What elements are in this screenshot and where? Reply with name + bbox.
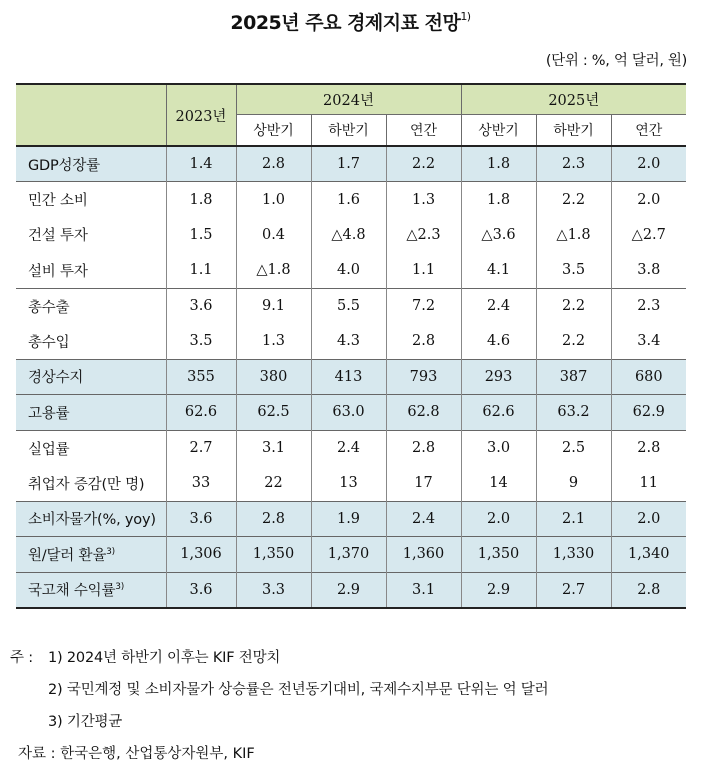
- table-cell: 1.8: [461, 182, 536, 218]
- header-2024-h1: 상반기: [236, 114, 311, 146]
- table-cell: 2.2: [536, 288, 611, 324]
- table-cell: 62.5: [236, 395, 311, 431]
- header-2025: 2025년: [461, 84, 686, 114]
- table-cell: 1,350: [461, 537, 536, 573]
- title-footnote-mark: 1): [460, 9, 471, 23]
- table-cell: 1.1: [166, 253, 236, 289]
- row-label-text: 설비 투자: [28, 263, 88, 280]
- table-cell: 293: [461, 359, 536, 395]
- unit-label: (단위 : %, 억 달러, 원): [545, 53, 687, 69]
- table-cell: 2.0: [461, 501, 536, 537]
- table-cell: 62.9: [611, 395, 686, 431]
- row-label: [16, 324, 166, 360]
- header-2025-h2: 하반기: [536, 114, 611, 146]
- table-cell: 1.3: [236, 324, 311, 360]
- table-cell: 2.2: [386, 146, 461, 182]
- table-row: [16, 217, 686, 253]
- table-cell: △4.8: [311, 217, 386, 253]
- table-row: [16, 146, 686, 182]
- table-cell: 2.4: [461, 288, 536, 324]
- table-cell: 3.8: [611, 253, 686, 289]
- table-cell: 62.6: [461, 395, 536, 431]
- row-label-text: 총수출: [28, 299, 70, 316]
- row-label: [16, 430, 166, 466]
- table-row: [16, 572, 686, 608]
- table-cell: 1,340: [611, 537, 686, 573]
- table-cell: 355: [166, 359, 236, 395]
- table-cell: 62.8: [386, 395, 461, 431]
- note-1: 1) 2024년 하반기 이후는 KIF 전망치: [48, 650, 281, 666]
- header-corner: [16, 84, 166, 146]
- table-cell: 1.0: [236, 182, 311, 218]
- table-cell: 2.4: [311, 430, 386, 466]
- row-label-text: GDP성장률: [28, 157, 100, 174]
- row-label-text: 민간 소비: [28, 193, 88, 209]
- table-cell: 3.6: [166, 572, 236, 608]
- table-cell: △2.7: [611, 217, 686, 253]
- table-cell: 3.0: [461, 430, 536, 466]
- table-row: [16, 501, 686, 537]
- row-label-text: 경상수지: [28, 370, 84, 387]
- table-cell: 4.6: [461, 324, 536, 360]
- row-label-text: 총수입: [28, 334, 70, 351]
- table-cell: 2.7: [166, 430, 236, 466]
- row-footnote-mark: 3): [115, 582, 125, 593]
- table-cell: 1,370: [311, 537, 386, 573]
- table-cell: 2.9: [311, 572, 386, 608]
- table-row: [16, 466, 686, 502]
- table-body: [16, 146, 686, 608]
- table-cell: 9.1: [236, 288, 311, 324]
- table-cell: △3.6: [461, 217, 536, 253]
- row-label: [16, 182, 166, 218]
- table-cell: 4.3: [311, 324, 386, 360]
- table-row: [16, 288, 686, 324]
- row-label: [16, 253, 166, 289]
- row-label: [16, 537, 166, 573]
- table-cell: 3.1: [236, 430, 311, 466]
- table-cell: 0.4: [236, 217, 311, 253]
- table-cell: 1.8: [461, 146, 536, 182]
- table-cell: 4.0: [311, 253, 386, 289]
- table-cell: 22: [236, 466, 311, 502]
- table-cell: 3.5: [166, 324, 236, 360]
- table-cell: 2.0: [611, 182, 686, 218]
- table-cell: 11: [611, 466, 686, 502]
- table-cell: 1.8: [166, 182, 236, 218]
- table-cell: 2.1: [536, 501, 611, 537]
- header-2025-h1: 상반기: [461, 114, 536, 146]
- table-cell: 1,306: [166, 537, 236, 573]
- table-cell: 3.4: [611, 324, 686, 360]
- row-label: [16, 501, 166, 537]
- table-cell: 1.5: [166, 217, 236, 253]
- table-cell: 17: [386, 466, 461, 502]
- table-cell: △1.8: [236, 253, 311, 289]
- header-2024-annual: 연간: [386, 114, 461, 146]
- table-cell: 2.0: [611, 146, 686, 182]
- note-2: 2) 국민계정 및 소비자물가 상승률은 전년동기대비, 국제수지부문 단위는 억 달러: [48, 682, 549, 698]
- header-2024-h2: 하반기: [311, 114, 386, 146]
- indicator-table: [16, 83, 686, 609]
- table-cell: 1.6: [311, 182, 386, 218]
- table-cell: 1,330: [536, 537, 611, 573]
- row-label-text: 국고채 수익률: [28, 583, 116, 599]
- table-cell: 2.7: [536, 572, 611, 608]
- table-cell: 2.2: [536, 324, 611, 360]
- row-label-text: 실업률: [28, 441, 70, 458]
- table-cell: 2.8: [386, 430, 461, 466]
- row-label-text: 고용률: [28, 405, 70, 422]
- row-footnote-mark: 3): [106, 546, 115, 557]
- header-2023: 2023년: [166, 84, 236, 146]
- header-2024: 2024년: [236, 84, 461, 114]
- row-label: [16, 288, 166, 324]
- table-row: [16, 359, 686, 395]
- table-header: [16, 84, 686, 146]
- table-cell: 2.8: [236, 146, 311, 182]
- table-row: [16, 324, 686, 360]
- row-label: [16, 217, 166, 253]
- table-cell: 1,350: [236, 537, 311, 573]
- table-cell: 62.6: [166, 395, 236, 431]
- table-cell: 3.6: [166, 501, 236, 537]
- table-cell: 2.8: [611, 572, 686, 608]
- table-cell: 2.2: [536, 182, 611, 218]
- table-row: [16, 395, 686, 431]
- table-cell: 793: [386, 359, 461, 395]
- row-label: [16, 395, 166, 431]
- row-label-text: 소비자물가(%, yoy): [28, 512, 156, 529]
- table-row: [16, 253, 686, 289]
- table-cell: 14: [461, 466, 536, 502]
- row-label: [16, 359, 166, 395]
- table-cell: 2.3: [536, 146, 611, 182]
- table-cell: 3.6: [166, 288, 236, 324]
- table-row: [16, 430, 686, 466]
- table-cell: 2.9: [461, 572, 536, 608]
- table-cell: 1.4: [166, 146, 236, 182]
- table-cell: 63.0: [311, 395, 386, 431]
- table-cell: 2.8: [611, 430, 686, 466]
- table-cell: △2.3: [386, 217, 461, 253]
- table-cell: 387: [536, 359, 611, 395]
- table-cell: △1.8: [536, 217, 611, 253]
- source-line: 자료 : 한국은행, 산업통상자원부, KIF: [18, 746, 255, 762]
- table-cell: 13: [311, 466, 386, 502]
- table-cell: 1.7: [311, 146, 386, 182]
- row-label: [16, 146, 166, 182]
- table-cell: 3.3: [236, 572, 311, 608]
- table-cell: 1.1: [386, 253, 461, 289]
- table-cell: 380: [236, 359, 311, 395]
- header-2025-annual: 연간: [611, 114, 686, 146]
- table-cell: 2.4: [386, 501, 461, 537]
- title-text: 2025년 주요 경제지표 전망: [230, 12, 461, 34]
- table-cell: 2.8: [236, 501, 311, 537]
- table-cell: 1.9: [311, 501, 386, 537]
- notes-prefix: 주 :: [10, 650, 33, 666]
- table-cell: 7.2: [386, 288, 461, 324]
- table-cell: 3.5: [536, 253, 611, 289]
- row-label-text: 원/달러 환율: [28, 547, 107, 564]
- table-cell: 2.0: [611, 501, 686, 537]
- table-cell: 1,360: [386, 537, 461, 573]
- table-cell: 4.1: [461, 253, 536, 289]
- table-cell: 9: [536, 466, 611, 502]
- table-cell: 63.2: [536, 395, 611, 431]
- row-label: [16, 572, 166, 608]
- table-cell: 1.3: [386, 182, 461, 218]
- table-cell: 2.3: [611, 288, 686, 324]
- table-cell: 33: [166, 466, 236, 502]
- row-label: [16, 466, 166, 502]
- table-cell: 3.1: [386, 572, 461, 608]
- table-row: [16, 182, 686, 218]
- table-row: [16, 537, 686, 573]
- table-cell: 2.8: [386, 324, 461, 360]
- table-cell: 680: [611, 359, 686, 395]
- table-cell: 413: [311, 359, 386, 395]
- row-label-text: 건설 투자: [28, 228, 88, 245]
- page-title: [0, 8, 701, 35]
- table-cell: 5.5: [311, 288, 386, 324]
- note-3: 3) 기간평균: [48, 714, 123, 730]
- row-label-text: 취업자 증감(만 명): [28, 476, 145, 493]
- table-cell: 2.5: [536, 430, 611, 466]
